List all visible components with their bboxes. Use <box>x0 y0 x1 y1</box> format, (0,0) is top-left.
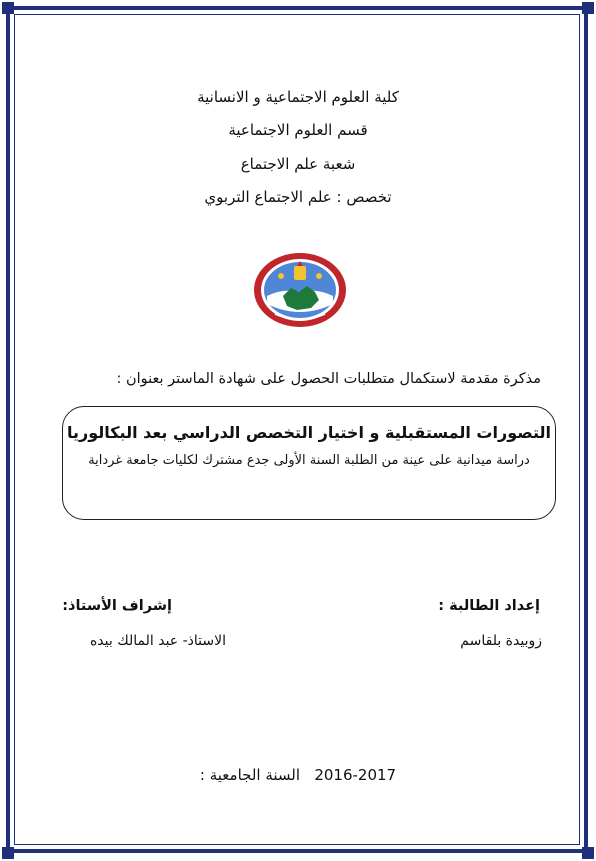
academic-year <box>0 766 596 784</box>
thesis-title-box <box>62 406 556 520</box>
border-corner-ornament <box>582 2 594 14</box>
supervisor-name: الاستاذ- عبد المالك بيده <box>89 633 226 649</box>
student-label: إعداد الطالبة : <box>438 598 540 614</box>
student-name: زوبيدة بلقاسم <box>460 633 542 649</box>
thesis-subtitle: دراسة ميدانية على عينة من الطلبة السنة الأولى جدع مشترك لكليات جامعة غرداية <box>88 453 530 468</box>
border-corner-ornament <box>2 847 14 859</box>
faculty-name: كلية العلوم الاجتماعية و الانسانية <box>197 88 399 106</box>
academic-year-label: السنة الجامعية : <box>199 766 301 784</box>
specialty-name: تخصص : علم الاجتماع التربوي <box>204 188 392 206</box>
submission-statement: مذكرة مقدمة لاستكمال متطلبات الحصول على شهادة الماستر بعنوان : <box>116 371 541 387</box>
thesis-title: التصورات المستقبلية و اختيار التخصص الدراسي بعد البكالوريا <box>66 423 552 442</box>
department-name: قسم العلوم الاجتماعية <box>228 121 368 139</box>
border-corner-ornament <box>582 847 594 859</box>
border-corner-ornament <box>2 2 14 14</box>
supervisor-label: إشراف الأستاذ: <box>62 598 172 614</box>
branch-name: شعبة علم الاجتماع <box>240 155 356 173</box>
academic-year-value: 2016-2017 <box>314 766 397 784</box>
university-seal-icon <box>253 252 347 328</box>
